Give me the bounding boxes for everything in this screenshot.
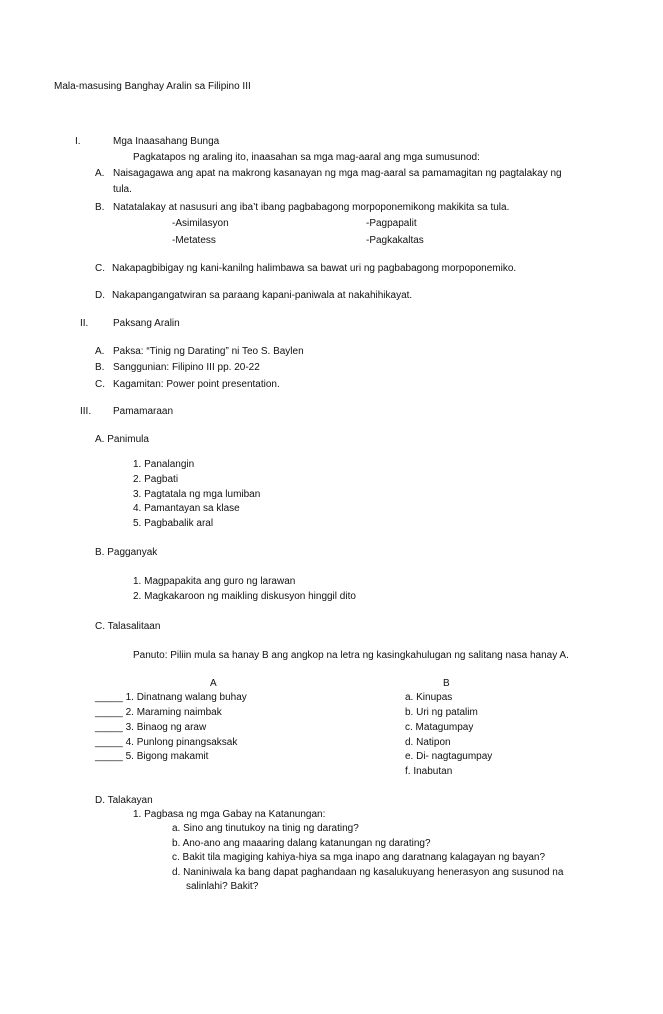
section-2-heading: Paksang Aralin (113, 318, 180, 329)
guide-question: c. Bakit tila magiging kahiya-hiya sa mga inapo ang daratnang kalagayan ng bayan? (172, 852, 546, 863)
objective-b-letter: B. (95, 202, 105, 213)
reference-letter: B. (95, 362, 105, 373)
pagganyak-item: 1. Magpapakita ang guro ng larawan (133, 576, 296, 587)
vocab-choice-b: b. Uri ng patalim (405, 707, 478, 718)
section-1-number: I. (75, 136, 81, 147)
topic-text: Paksa: “Tinig ng Darating” ni Teo S. Baylen (113, 346, 304, 357)
column-b-header: B (443, 678, 450, 689)
vocab-choice-b: f. Inabutan (405, 766, 453, 777)
vocab-choice-b: c. Matagumpay (405, 722, 474, 733)
materials-text: Kagamitan: Power point presentation. (113, 379, 280, 390)
objective-c-text: Nakapagbibigay ng kani-kanilng halimbawa sa bawat uri ng pagbabagong morpoponemiko. (112, 263, 517, 274)
talasalitaan-directions: Panuto: Piliin mula sa hanay B ang angkop na letra ng kasingkahulugan ng salitang nasa hanay A. (133, 650, 569, 661)
guide-question-continued: salinlahi? Bakit? (186, 881, 259, 892)
pagganyak-heading: B. Pagganyak (95, 547, 158, 558)
panimula-item: 2. Pagbati (133, 474, 179, 485)
section-3-heading: Pamamaraan (113, 406, 174, 417)
panimula-heading: A. Panimula (95, 434, 149, 445)
objective-a-text-continued: tula. (113, 184, 132, 195)
morpho-type-pagpapalit: -Pagpapalit (366, 218, 417, 229)
vocab-item-a: _____ 3. Binaog ng araw (95, 722, 207, 733)
vocab-choice-b: a. Kinupas (405, 692, 453, 703)
objective-a-text: Naisagagawa ang apat na makrong kasanayan ng mga mag-aaral sa pamamagitan ng pagtalakay ng (113, 168, 562, 179)
talakayan-heading: D. Talakayan (95, 795, 153, 806)
document-title: Mala-masusing Banghay Aralin sa Filipino III (54, 81, 251, 92)
morpho-type-metatess: -Metatess (172, 235, 216, 246)
panimula-item: 4. Pamantayan sa klase (133, 503, 240, 514)
objective-b-text: Natatalakay at nasusuri ang iba’t ibang pagbabagong morpoponemikong makikita sa tula. (113, 202, 510, 213)
panimula-item: 3. Pagtatala ng mga lumiban (133, 489, 261, 500)
guide-question: b. Ano-ano ang maaaring dalang katanungan ng darating? (172, 838, 431, 849)
guide-question: d. Naniniwala ka bang dapat paghandaan ng kasalukuyang henerasyon ang susunod na (172, 867, 564, 878)
reference-text: Sanggunian: Filipino III pp. 20-22 (113, 362, 260, 373)
panimula-item: 5. Pagbabalik aral (133, 518, 214, 529)
materials-letter: C. (95, 379, 105, 390)
objective-a-letter: A. (95, 168, 105, 179)
vocab-item-a: _____ 2. Maraming naimbak (95, 707, 222, 718)
talasalitaan-heading: C. Talasalitaan (95, 621, 161, 632)
vocab-item-a: _____ 5. Bigong makamit (95, 751, 209, 762)
objective-d-text: Nakapangangatwiran sa paraang kapani-paniwala at nakahihikayat. (112, 290, 413, 301)
vocab-choice-b: e. Di- nagtagumpay (405, 751, 493, 762)
morpho-type-pagkakaltas: -Pagkakaltas (366, 235, 424, 246)
section-2-number: II. (80, 318, 89, 329)
vocab-choice-b: d. Natipon (405, 737, 451, 748)
section-1-intro: Pagkatapos ng araling ito, inaasahan sa mga mag-aaral ang mga sumusunod: (133, 152, 480, 163)
vocab-item-a: _____ 1. Dinatnang walang buhay (95, 692, 247, 703)
column-a-header: A (210, 678, 217, 689)
guide-question: a. Sino ang tinutukoy na tinig ng darating? (172, 823, 359, 834)
morpho-type-asimilasyon: -Asimilasyon (172, 218, 229, 229)
objective-c-letter: C. (95, 263, 105, 274)
objective-d-letter: D. (95, 290, 105, 301)
topic-letter: A. (95, 346, 105, 357)
section-1-heading: Mga Inaasahang Bunga (113, 136, 220, 147)
panimula-item: 1. Panalangin (133, 459, 195, 470)
section-3-number: III. (80, 406, 92, 417)
vocab-item-a: _____ 4. Punlong pinangsaksak (95, 737, 238, 748)
pagganyak-item: 2. Magkakaroon ng maikling diskusyon hinggil dito (133, 591, 356, 602)
talakayan-item-1: 1. Pagbasa ng mga Gabay na Katanungan: (133, 809, 326, 820)
